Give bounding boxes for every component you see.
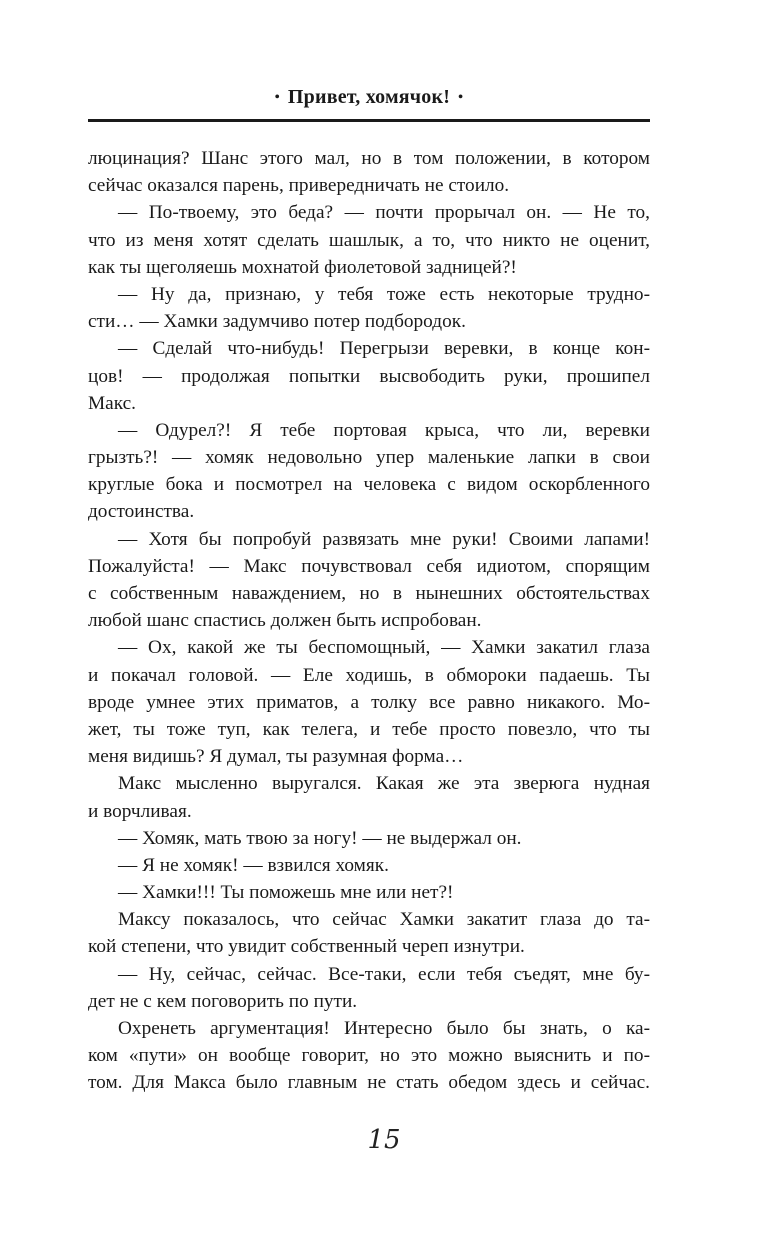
text-line: Макс мысленно выругался. Какая же эта зверюга нудная bbox=[118, 773, 650, 795]
text-line: грызть?! — хомяк недовольно упер маленькие лапки в свои bbox=[88, 447, 650, 469]
text-line: — Сделай что-нибудь! Перегрызи веревки, в конце кон- bbox=[118, 338, 650, 360]
header-bullet-left: • bbox=[274, 90, 280, 105]
text-line: любой шанс спастись должен быть испробован. bbox=[88, 610, 482, 632]
text-line: кой степени, что увидит собственный череп изнутри. bbox=[88, 936, 525, 958]
text-line: жет, ты тоже туп, как телега, и тебе просто повезло, что ты bbox=[88, 718, 650, 740]
text-line: — Одурел?! Я тебе портовая крыса, что ли, веревки bbox=[118, 419, 650, 441]
text-line: вроде умнее этих приматов, а толку все равно никакого. Мо- bbox=[88, 691, 650, 713]
text-line: ком «пути» он вообще говорит, но это можно выяснить и по- bbox=[88, 1045, 650, 1067]
text-line: с собственным наваждением, но в нынешних обстоятельствах bbox=[88, 583, 650, 604]
text-line: — Ох, какой же ты беспомощный, — Хамки закатил глаза bbox=[118, 637, 650, 659]
chapter-title: Привет, хомячок! bbox=[287, 86, 451, 108]
text-line: что из меня хотят сделать шашлык, а то, что никто не оценит, bbox=[88, 229, 650, 251]
text-line: Пожалуйста! — Макс почувствовал себя идиотом, спорящим bbox=[88, 555, 650, 577]
text-line: и ворчливая. bbox=[88, 800, 192, 822]
text-line: Макс. bbox=[88, 392, 136, 414]
text-line: Охренеть аргументация! Интересно было бы знать, о ка- bbox=[118, 1018, 650, 1039]
text-line: и покачал головой. — Еле ходишь, в обмороки падаешь. Ты bbox=[88, 664, 650, 686]
text-line: круглые бока и посмотрел на человека с видом оскорбленного bbox=[88, 474, 650, 496]
text-line: сейчас оказался парень, привередничать не стоило. bbox=[88, 175, 510, 197]
text-line: — Хотя бы попробуй развязать мне руки! Своими лапами! bbox=[118, 528, 650, 550]
text-line: Максу показалось, что сейчас Хамки закатит глаза до та- bbox=[118, 909, 650, 931]
text-line: — Ну да, признаю, у тебя тоже есть некоторые трудно- bbox=[118, 283, 650, 305]
text-line: люцинация? Шанс этого мал, но в том положении, в котором bbox=[88, 148, 650, 169]
body-text bbox=[88, 145, 650, 1097]
text-line: — Хамки!!! Ты поможешь мне или нет?! bbox=[118, 882, 454, 904]
text-line: как ты щеголяешь мохнатой фиолетовой задницей?! bbox=[88, 256, 517, 278]
text-line: меня видишь? Я думал, ты разумная форма… bbox=[88, 746, 464, 768]
text-line: сти… — Хамки задумчиво потер подбородок. bbox=[88, 311, 466, 333]
text-line: — Я не хомяк! — взвился хомяк. bbox=[118, 854, 389, 876]
text-line: дет не с кем поговорить по пути. bbox=[88, 990, 358, 1012]
header-bullet-right: • bbox=[458, 90, 464, 105]
text-line: том. Для Макса было главным не стать обедом здесь и сейчас. bbox=[88, 1072, 650, 1094]
running-head bbox=[88, 86, 650, 109]
text-line: цов! — продолжая попытки высвободить руки, прошипел bbox=[88, 365, 650, 387]
text-line: — Ну, сейчас, сейчас. Все-таки, если тебя съедят, мне бу- bbox=[118, 963, 650, 985]
text-line: достоинства. bbox=[88, 501, 195, 523]
text-line: — По-твоему, это беда? — почти прорычал он. — Не то, bbox=[118, 202, 650, 224]
text-line: — Хомяк, мать твою за ногу! — не выдержал он. bbox=[118, 827, 522, 849]
page-number: 15 bbox=[367, 1125, 401, 1155]
header-rule bbox=[88, 119, 650, 122]
